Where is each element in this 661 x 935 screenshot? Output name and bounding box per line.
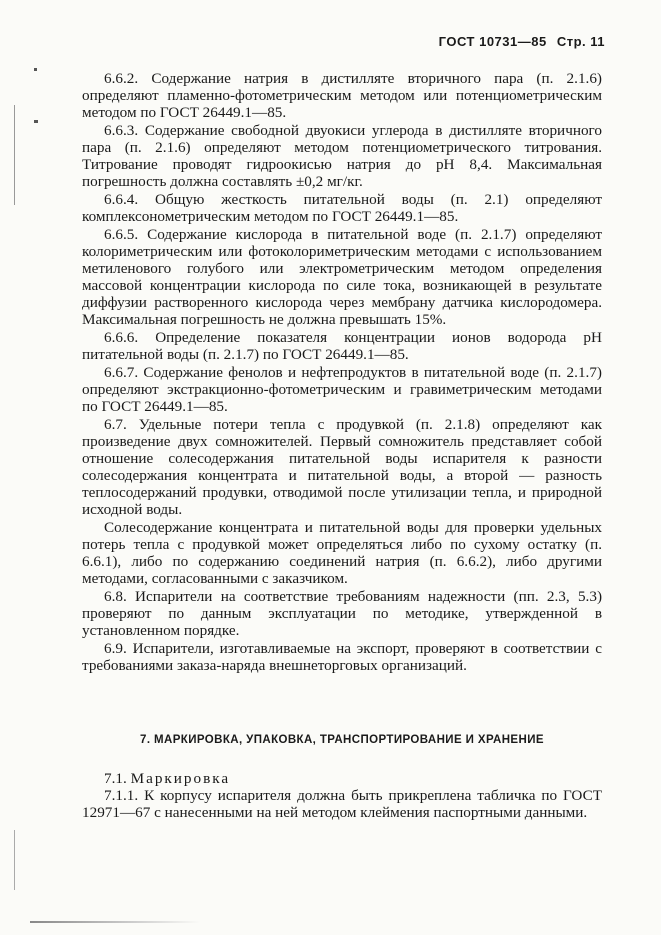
paragraph-6-8: 6.8. Испарители на соответствие требованиям надежности (пп. 2.3, 5.3) проверяют по данным эксплуатации по методике, утвержденной в установленном порядке. [82, 588, 602, 639]
scan-mark [34, 120, 38, 123]
scan-edge [30, 921, 200, 923]
paragraph-6-6-6: 6.6.6. Определение показателя концентрации ионов водорода pH питательной воды (п. 2.1.7) по ГОСТ 26449.1—85. [82, 329, 602, 363]
paragraph-6-6-7: 6.6.7. Содержание фенолов и нефтепродуктов в питательной воде (п. 2.1.7) определяют экстракционно-фотометрическим и гравиметрическим методами по ГОСТ 26449.1—85. [82, 364, 602, 415]
section-7-title: 7. МАРКИРОВКА, УПАКОВКА, ТРАНСПОРТИРОВАНИЕ И ХРАНЕНИЕ [140, 734, 544, 746]
paragraph-6-7: 6.7. Удельные потери тепла с продувкой (п. 2.1.8) определяют как произведение двух сомножителей. Первый сомножитель представляет собой отношение солесодержания питательной воды испарителя к разности солесодержания концентрата и питательной воды, а второй — разность теплосодержаний продувки, отводимой после утилизации тепла, и природной исходной воды. [82, 416, 602, 518]
paragraph-6-6-2: 6.6.2. Содержание натрия в дистилляте вторичного пара (п. 2.1.6) определяют пламенно-фотометрическим методом или потенциометрическим методом по ГОСТ 26449.1—85. [82, 70, 602, 121]
section-7-body [82, 770, 602, 821]
paragraph-6-6-3: 6.6.3. Содержание свободной двуокиси углерода в дистилляте вторичного пара (п. 2.1.6) определяют методом потенциометрического титрования. Титрование проводят гидроокисью натрия до pH 8,4. Максимальная погрешность должна составлять ±0,2 мг/кг. [82, 122, 602, 190]
standard-number: ГОСТ 10731—85 [438, 34, 547, 49]
subsection-7-1-title: Маркировка [130, 770, 231, 787]
paragraph-6-6-4: 6.6.4. Общую жесткость питательной воды (п. 2.1) определяют комплексонометрическим методом по ГОСТ 26449.1—85. [82, 191, 602, 225]
paragraph-6-9: 6.9. Испарители, изготавливаемые на экспорт, проверяют в соответствии с требованиями заказа-наряда внешнеторговых организаций. [82, 640, 602, 674]
page-number: Стр. 11 [556, 34, 605, 49]
subsection-7-1 [82, 770, 602, 787]
page-header [433, 34, 605, 49]
subsection-7-1-number: 7.1. [104, 770, 127, 787]
scan-mark [14, 830, 15, 890]
paragraph-6-6-5: 6.6.5. Содержание кислорода в питательной воде (п. 2.1.7) определяют колориметрическим или фотоколориметрическим методами с использованием метиленового голубого или электрометрическим методом определения массовой концентрации кислорода по силе тока, возникающей в результате диффузии растворенного кислорода через мембрану датчика кислородомера. Максимальная погрешность не должна превышать 15%. [82, 226, 602, 328]
document-body [82, 70, 602, 675]
paragraph-7-1-1: 7.1.1. К корпусу испарителя должна быть прикреплена табличка по ГОСТ 12971—67 с нанесенными на ней методом клеймения паспортными данными. [82, 787, 602, 821]
scan-mark [14, 105, 15, 205]
paragraph-6-7-continued: Солесодержание концентрата и питательной воды для проверки удельных потерь тепла с продувкой может определяться либо по сухому остатку (п. 6.6.1), либо по содержанию соединений натрия (п. 6.6.2), либо другими методами, согласованными с заказчиком. [82, 519, 602, 587]
scan-mark [34, 68, 37, 71]
